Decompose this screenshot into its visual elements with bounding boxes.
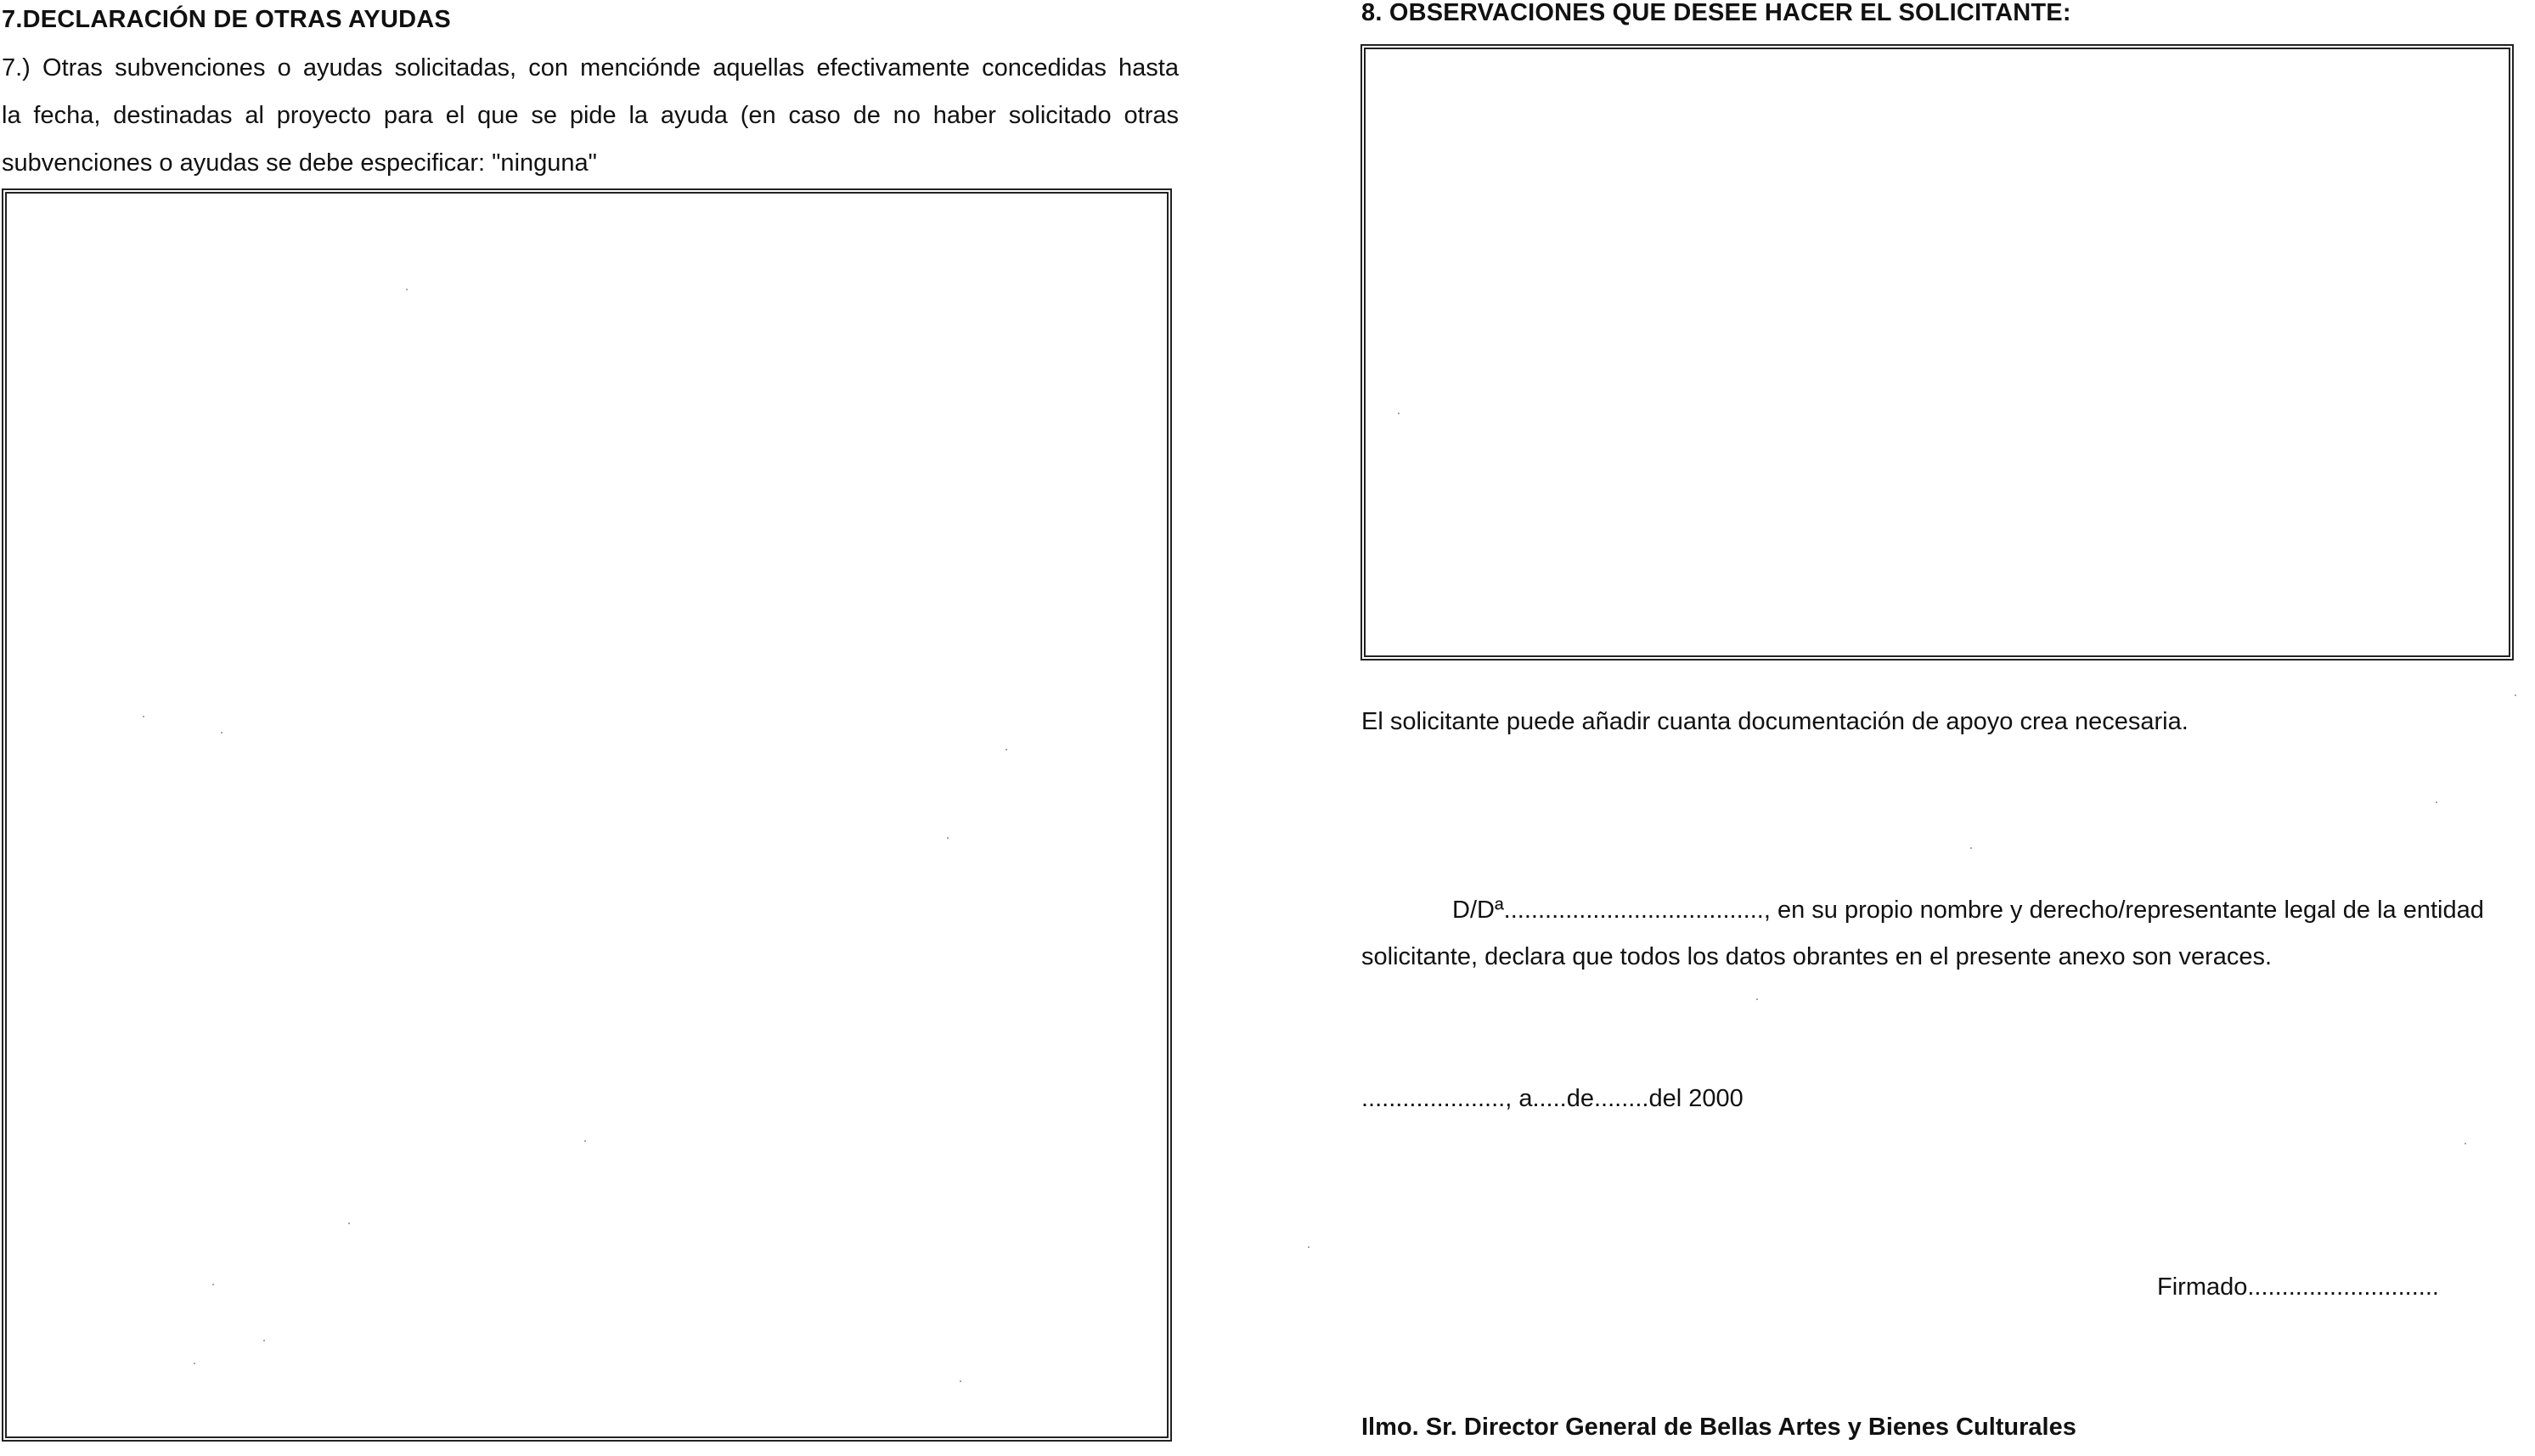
declaration-line-2: solicitante, declara que todos los datos obrantes en el presente anexo son veraces. — [1361, 943, 2273, 970]
scan-speck — [1756, 998, 1758, 1000]
scan-speck — [221, 732, 223, 734]
scan-speck — [406, 289, 408, 290]
section-8-heading: 8. OBSERVACIONES QUE DESEE HACER EL SOLICITANTE: — [1361, 0, 2071, 26]
scan-speck — [960, 1380, 961, 1382]
signature-line: Firmado............................ — [2157, 1273, 2439, 1301]
scan-speck — [947, 837, 949, 839]
paragraph-line: 7.) Otras subvenciones o ayudas solicitadas, con menciónde aquellas efectivamente concedidas hasta — [2, 54, 1179, 82]
section-7-heading: 7.DECLARACIÓN DE OTRAS AYUDAS — [2, 6, 451, 33]
scan-speck — [1006, 749, 1007, 750]
scan-speck — [348, 1223, 350, 1224]
observations-box[interactable] — [1360, 44, 2514, 661]
scan-speck — [194, 1363, 195, 1364]
scan-speck — [1308, 1246, 1310, 1248]
scan-speck — [1970, 847, 1972, 849]
scan-speck — [2436, 801, 2437, 803]
support-documentation-note: El solicitante puede añadir cuanta documentación de apoyo crea necesaria. — [1361, 708, 2189, 735]
section-7-paragraph — [2, 44, 1179, 187]
scan-speck — [263, 1340, 265, 1341]
addressee: Ilmo. Sr. Director General de Bellas Artes y Bienes Culturales — [1361, 1414, 2076, 1441]
scan-speck — [143, 716, 144, 717]
scan-speck — [212, 1284, 214, 1285]
scan-speck — [584, 1140, 586, 1142]
scan-speck — [2515, 694, 2516, 696]
paragraph-line: subvenciones o ayudas se debe especificar: "ninguna" — [2, 149, 597, 177]
paragraph-line: la fecha, destinadas al proyecto para el que se pide la ayuda (en caso de no haber solicitado otras — [2, 102, 1179, 129]
scan-speck — [1398, 413, 1400, 414]
declaration-line-1: D/Dª......................................, en su propio nombre y derecho/representante legal de la entidad — [1452, 897, 2484, 924]
place-date-line: ....................., a.....de........del 2000 — [1361, 1085, 1744, 1112]
scan-speck — [2465, 1143, 2466, 1144]
other-aid-box[interactable] — [2, 188, 1172, 1442]
